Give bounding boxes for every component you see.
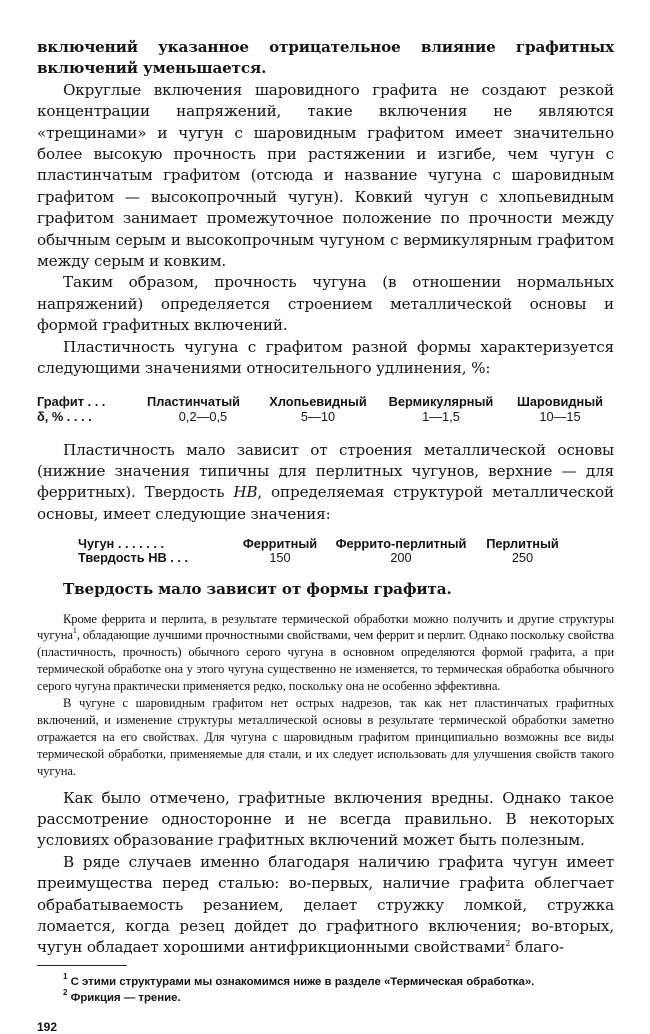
table-cell: Пластинчатый bbox=[147, 393, 241, 409]
text-span: , определяемая структурой металлической основы, имеет следующие значения: bbox=[37, 483, 614, 523]
paragraph-graphite-benefits bbox=[37, 852, 614, 959]
table-cell: 1—1,5 bbox=[422, 408, 460, 424]
table-row bbox=[37, 409, 615, 424]
small-print-heat-treatment bbox=[37, 611, 614, 696]
table-row bbox=[78, 551, 563, 565]
footnote bbox=[37, 971, 614, 990]
table-cell: 5—10 bbox=[300, 408, 336, 424]
text-span: Пластичность мало зависит от строения металлической основы (нижние значения типичны для перлитных чугунов, верхние — для ферритных). Твердость bbox=[37, 440, 614, 502]
paragraph-hardness-note: Твердость мало зависит от формы графита. bbox=[63, 580, 452, 599]
paragraph-strength-summary: Таким образом, прочность чугуна (в отношении нормальных напряжений) определяется строением металлической основы и формой графитных включений. bbox=[37, 273, 614, 335]
footnote-mark: 1 bbox=[63, 971, 68, 981]
table-cell: Шаровидный bbox=[517, 393, 603, 409]
text-span: В ряде случаев именно благодаря наличию графита чугун имеет преимущества перед сталью: во-первых, наличие графита облегчает обрабатываемость резанием, делает стружку ломкой, стружка ломается, когда резец дойдет до графитного включения; во-вторых, чугун обладает хорошими антифрикционными свойствами bbox=[37, 852, 614, 957]
footnote-ref: 1 bbox=[72, 626, 77, 636]
table-cell: 250 bbox=[511, 550, 534, 566]
text-span: благо- bbox=[510, 938, 565, 957]
table-cell: Твердость НВ . . . bbox=[78, 550, 189, 566]
table-row bbox=[37, 394, 615, 409]
table-cell: Вермикулярный bbox=[388, 393, 494, 409]
paragraph-continuation: включений указанное отрицательное влияние графитных включений уменьшается. bbox=[37, 38, 614, 78]
hb-symbol: HB bbox=[233, 483, 258, 502]
footnote-text: Фрикция — трение. bbox=[70, 991, 181, 1004]
paragraph-plasticity-intro: Пластичность чугуна с графитом разной формы характеризуется следующими значениями относительного удлинения, %: bbox=[37, 337, 614, 378]
text-span: , обладающие лучшими прочностными свойствами, чем феррит и перлит. Однако поскольку свойства (пластичность, прочность) обычного серого чугуна в основном определяются формой графита, а при термической обработке она у этого чугуна существенно не изменяется, то термическая обработка обычного серого чугуна практически применяется редко, поскольку она не особенно эффективна. bbox=[37, 628, 614, 694]
footnote-text: С этими структурами мы ознакомимся ниже в разделе «Термическая обработка». bbox=[70, 975, 535, 988]
footnote-mark: 2 bbox=[63, 987, 68, 997]
table-cell: Хлопьевидный bbox=[269, 393, 367, 409]
elongation-table bbox=[37, 394, 615, 424]
table-cell: Феррито-перлитный bbox=[335, 536, 467, 552]
table-cell: 10—15 bbox=[539, 408, 581, 424]
paragraph-spheroidal-graphite: Округлые включения шаровидного графита не создают резкой концентрации напряжений, такие включения не являются «трещинами» и чугун с шаровидным графитом имеет значительно более высокую прочность при растяжении и изгибе, чем чугун с пластинчатым графитом (отсюда и название чугуна с шаровидным графитом — высокопрочный чугун). Ковкий чугун с хлопьевидным графитом занимает промежуточное положение по прочности между обычным серым и высокопрочным чугуном с вермикулярным графитом между серым и ковким. bbox=[37, 80, 614, 271]
small-print-spheroidal: В чугуне с шаровидным графитом нет острых надрезов, так как нет пластинчатых графитных включений, и изменение структуры металлической основы в результате термической обработки заметно отражается на его свойствах. Для чугуна с шаровидным графитом принципиально возможны все виды термической обработки, применяемые для стали, и их следует использовать для улучшения свойств такого чугуна. bbox=[37, 696, 614, 778]
table-cell: 150 bbox=[269, 550, 291, 566]
hardness-table bbox=[78, 537, 563, 565]
table-cell: 0,2—0,5 bbox=[178, 408, 228, 424]
paragraph-graphite-harm: Как было отмечено, графитные включения вредны. Однако такое рассмотрение односторонне и не всегда правильно. В некоторых условиях образование графитных включений может быть полезным. bbox=[37, 788, 614, 850]
text-span: Кроме феррита и перлита, в результате термической обработки можно получить и другие структуры чугуна bbox=[37, 611, 614, 643]
footnote-divider bbox=[37, 965, 127, 966]
footnote bbox=[37, 987, 614, 1006]
table-cell: δ, % . . . . bbox=[37, 408, 92, 424]
table-cell: Перлитный bbox=[486, 536, 559, 552]
table-cell: Чугун . . . . . . . bbox=[78, 536, 165, 552]
table-row bbox=[78, 537, 563, 551]
table-cell: Ферритный bbox=[242, 536, 318, 552]
paragraph-hardness-intro bbox=[37, 440, 614, 526]
table-cell: 200 bbox=[390, 550, 412, 566]
table-cell: Графит . . . bbox=[37, 393, 106, 409]
page-number: 192 bbox=[37, 1019, 58, 1034]
footnote-ref: 2 bbox=[505, 939, 511, 949]
